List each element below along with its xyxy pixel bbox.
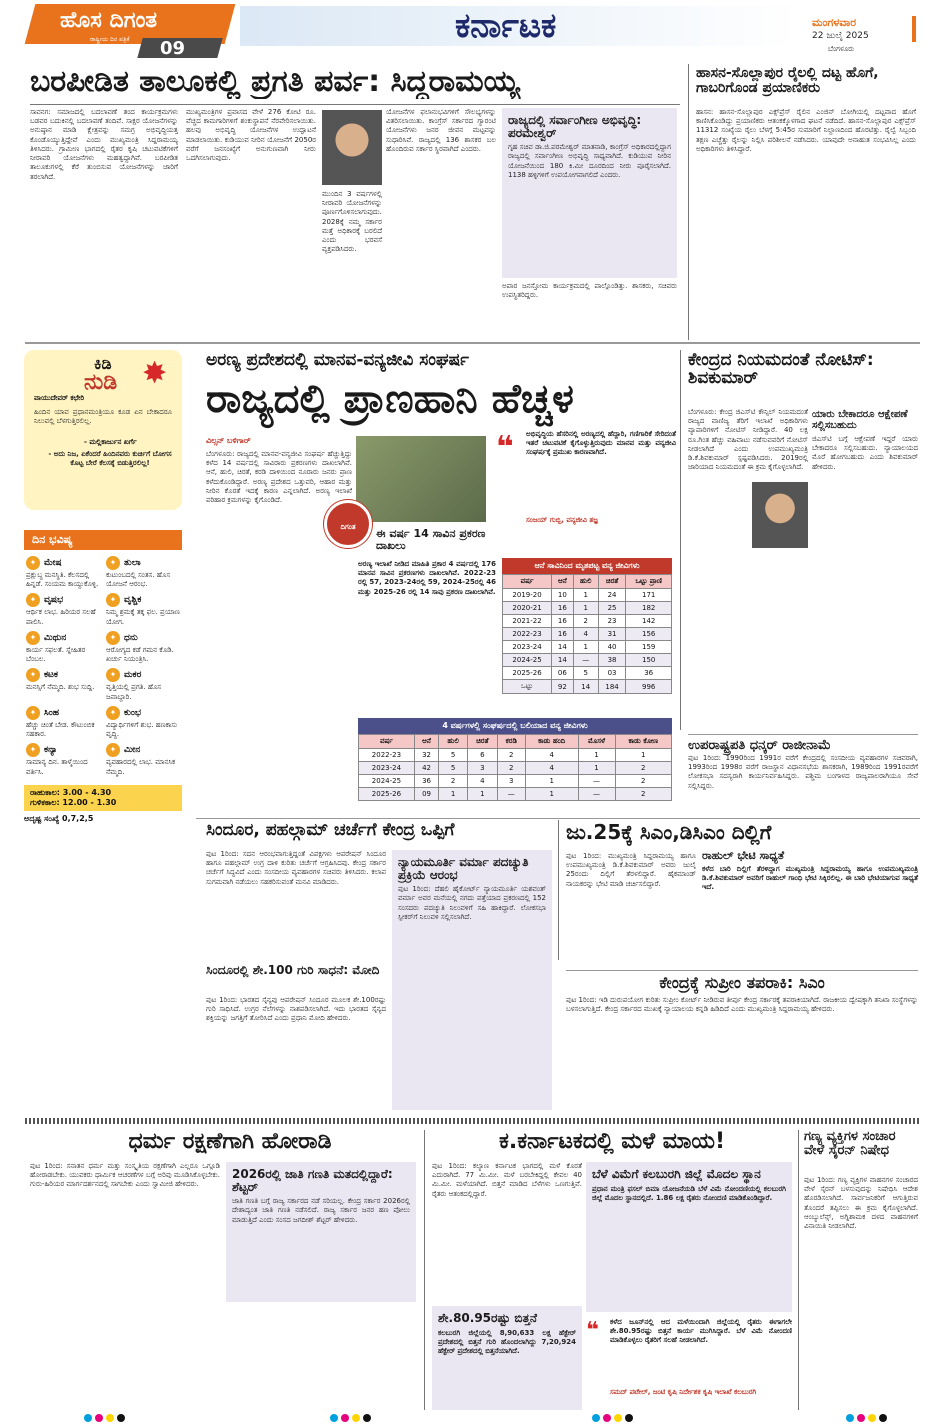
table-cell: 1	[525, 788, 578, 801]
sign-name	[26, 593, 100, 607]
zodiac-icon: ✦	[106, 631, 120, 645]
sign-text: ಹೆಚ್ಚು ಚಿಂತೆ ಬೇಡ. ಕೌಟುಂಬಿಕ ಸಹಕಾರ.	[26, 720, 95, 739]
siren-vrule	[798, 1130, 799, 1410]
table-cell: 2	[573, 615, 598, 628]
sign-name	[106, 706, 180, 720]
table-cell: 2020-21	[503, 602, 552, 615]
sign-text: ಆರೋಗ್ಯದ ಕಡೆ ಗಮನ ಕೊಡಿ. ಖರ್ಚು ನಿಯಂತ್ರಿಸಿ.	[106, 645, 174, 664]
registration-dots-right	[846, 1414, 887, 1422]
kidi-reply: - ಅದು ನಿಜ, ಏಕೆಂದರೆ ಹಿಂದಿನವರು ಕುರ್ಚಿಗೆ ಬೋಗಸ ಕೊಟ್ಟ ಬೇರೆ ಕೆಲಸಕ್ಕೆ ಬಿಡುತ್ತಿರಲಿಲ್ಲ!	[48, 450, 172, 468]
table-cell: 09	[414, 788, 439, 801]
rain-vrule	[424, 1130, 425, 1410]
rain-quote-box	[586, 1318, 792, 1410]
zodiac-icon: ✦	[26, 668, 40, 682]
table-cell: 2	[615, 788, 671, 801]
horoscope-sign	[106, 552, 180, 589]
table-row	[359, 762, 672, 775]
table2-wrap	[358, 718, 672, 801]
sign-label: ಧನು	[124, 632, 138, 643]
table-cell: 159	[626, 641, 672, 654]
zodiac-icon: ✦	[26, 706, 40, 720]
table-cell: 1	[467, 788, 497, 801]
sign-text: ಕಾರ್ಯ ಸಫಲತೆ. ಸ್ನೇಹಿತರ ಬೆಂಬಲ.	[26, 645, 86, 664]
sign-label: ಸಿಂಹ	[44, 707, 60, 718]
sign-name	[106, 631, 180, 645]
table-header-cell: ಆನೆ	[552, 575, 574, 589]
city-label: ಬೆಂಗಳೂರು	[828, 45, 855, 53]
table-cell: 2024-25	[359, 775, 415, 788]
sign-text: ಸಾಮಾನ್ಯ ದಿನ. ತಾಳ್ಮೆಯಿಂದ ವರ್ತಿಸಿ.	[26, 758, 88, 776]
table-cell: 92	[552, 680, 574, 694]
sowing-headline: ಶೇ.80.95ರಷ್ಟು ಬಿತ್ತನೆ	[438, 1311, 537, 1325]
shivakumar-side-headline: ಯಾರು ಬೇಕಾದರೂ ಆಕ್ಷೇಪಣೆ ಸಲ್ಲಿಸಬಹುದು	[812, 409, 908, 431]
case-body: ಅರಣ್ಯ ಇಲಾಖೆ ನೀಡಿದ ಮಾಹಿತಿ ಪ್ರಕಾರ 4 ವರ್ಷದಲ್ಲಿ 176 ಮಾನವ ಸಾವಿನ ಪ್ರಕರಣಗಳು ದಾಖಲಾಗಿವೆ. 2022-23 ರಲ್ಲಿ 57, 2023-24ರಲ್ಲಿ 59, 2024-25ರಲ್ಲಿ 46 ಮತ್ತು 2025-26 ರಲ್ಲಿ 14 ಸಾವು ಪ್ರಕರಣ ದಾಖಲಾಗಿವೆ.	[358, 560, 496, 596]
table-cell: 2	[615, 775, 671, 788]
siren-body: ಪುಟ 1ರಿಂದ: ಗಣ್ಯ ವ್ಯಕ್ತಿಗಳ ವಾಹನಗಳ ಸಂಚಾರದ ವೇಳೆ ಸೈರನ್ ಬಳಸುವುದನ್ನು ನಿಷೇಧಿಸಿ ಆದೇಶ ಹೊರಡಿಸಲಾಗಿದೆ. ಸಾರ್ವಜನಿಕರಿಗೆ ಆಗುತ್ತಿರುವ ತೊಂದರೆ ತಪ್ಪಿಸಲು ಈ ಕ್ರಮ ಕೈಗೊಳ್ಳಲಾಗಿದೆ. ಆಂಬ್ಯುಲೆನ್ಸ್, ಅಗ್ನಿಶಾಮಕ ದಳದ ವಾಹನಗಳಿಗೆ ವಿನಾಯಿತಿ ನೀಡಲಾಗಿದೆ.	[804, 1176, 918, 1231]
table-cell: —	[497, 788, 525, 801]
elephant-photo	[356, 436, 486, 522]
verma-headline: ನ್ಯಾಯಮೂರ್ತಿ ವರ್ಮಾ ಪದಚ್ಯುತಿ ಪ್ರಕ್ರಿಯೆ ಆರಂಭ	[398, 855, 529, 882]
wildlife-body: ಬೆಂಗಳೂರು: ರಾಜ್ಯದಲ್ಲಿ ಮಾನವ-ವನ್ಯಜೀವಿ ಸಂಘರ್ಷ ಹೆಚ್ಚುತ್ತಿದ್ದು ಕಳೆದ 14 ವರ್ಷದಲ್ಲಿ ಸಾವಿರಾರು ಪ್ರಕರಣಗಳು ದಾಖಲಾಗಿವೆ. ಆನೆ, ಹುಲಿ, ಚಿರತೆ, ಕರಡಿ ದಾಳಿಯಿಂದ ನೂರಾರು ಜನರು ಪ್ರಾಣ ಕಳೆದುಕೊಂಡಿದ್ದಾರೆ. ಅರಣ್ಯ ಪ್ರದೇಶದ ಒತ್ತುವರಿ, ಆಹಾರ ಮತ್ತು ನೀರಿನ ಕೊರತೆ ಇದಕ್ಕೆ ಕಾರಣ ಎನ್ನಲಾಗಿದೆ. ಅರಣ್ಯ ಇಲಾಖೆ ಪರಿಹಾರ ಕ್ರಮಗಳನ್ನು ಕೈಗೊಂಡಿದೆ.	[206, 450, 352, 505]
table-cell: 2025-26	[503, 667, 552, 680]
table-header-cell: ಮೊಸಳೆ	[578, 735, 615, 749]
zodiac-icon: ✦	[26, 593, 40, 607]
sign-name	[26, 631, 100, 645]
table-cell: 24	[598, 589, 626, 602]
rahul-headline: ರಾಹುಲ್ ಭೇಟಿ ಸಾಧ್ಯತೆ	[702, 849, 785, 862]
zodiac-icon: ✦	[26, 556, 40, 570]
tagline: ರಾಷ್ಟ್ರೀಯ ದಿನ ಪತ್ರಿಕೆ	[90, 36, 130, 43]
table-cell: 2	[497, 749, 525, 762]
sign-label: ವೃಷಭ	[44, 595, 64, 606]
table-cell: 3	[467, 762, 497, 775]
sign-text: ಆರ್ಥಿಕ ಲಾಭ. ಹಿರಿಯರ ಸಲಹೆ ಪಾಲಿಸಿ.	[26, 608, 96, 626]
table-cell: 182	[626, 602, 672, 615]
sign-label: ಕನ್ಯಾ	[44, 745, 58, 756]
table-cell: 2022-23	[503, 628, 552, 641]
table-cell: 2022-23	[359, 749, 415, 762]
kidi-title: ಕಿಡಿ	[94, 354, 112, 373]
sign-text: ನಿಮ್ಮ ಶ್ರಮಕ್ಕೆ ತಕ್ಕ ಫಲ. ಪ್ರಯಾಣ ಯೋಗ.	[106, 608, 180, 626]
kidi-source: ವಾಯುದೇವರ್ ಕಛೇರಿ	[34, 394, 85, 402]
sign-name	[106, 668, 180, 682]
lucky-numbers: ಅದೃಷ್ಟ ಸಂಖ್ಯೆ 0,7,2,5	[24, 813, 94, 823]
dharma-headline: ಧರ್ಮ ರಕ್ಷಣೆಗಾಗಿ ಹೋರಾಡಿ	[128, 1129, 332, 1154]
sign-label: ತುಲಾ	[124, 558, 141, 568]
rahukala: ರಾಹುಕಾಲ: 3.00 - 4.30	[30, 787, 112, 797]
shivakumar-side-box	[812, 410, 918, 710]
table-cell: 1	[573, 589, 598, 602]
horoscope-sign	[106, 627, 180, 664]
table-cell: 6	[467, 749, 497, 762]
table-cell: 1	[573, 602, 598, 615]
sign-text: ವ್ಯವಹಾರದಲ್ಲಿ ಲಾಭ. ಮಾನಸಿಕ ನೆಮ್ಮದಿ.	[106, 758, 176, 776]
table-cell: 16	[552, 602, 574, 615]
table-cell: 36	[626, 667, 672, 680]
zodiac-icon: ✦	[26, 631, 40, 645]
table-header-cell: ಕಾಡು ಹಂದಿ	[525, 735, 578, 749]
table-cell: 06	[552, 667, 574, 680]
case-headline: ಈ ವರ್ಷ 14 ಸಾವಿನ ಪ್ರಕರಣ ದಾಖಲು	[376, 527, 486, 552]
shettar-body: ಜಾತಿ ಗಣತಿ ಬಗ್ಗೆ ರಾಜ್ಯ ಸರ್ಕಾರದ ನಡೆ ಸರಿಯಲ್ಲ. ಕೇಂದ್ರ ಸರ್ಕಾರ 2026ರಲ್ಲಿ ದೇಶಾದ್ಯಂತ ಜಾತಿ ಗಣತಿ ನಡೆಸಲಿದೆ. ರಾಜ್ಯ ಸರ್ಕಾರ ಜನರ ಹಣ ಪೋಲು ಮಾಡುತ್ತಿದೆ ಎಂದು ಸಂಸದ ಜಗದೀಶ್ ಶೆಟ್ಟರ್ ಹೇಳಿದರು.	[232, 1197, 410, 1224]
sowing-body: ಕಲಬುರಗಿ ಜಿಲ್ಲೆಯಲ್ಲಿ 8,90,633 ಲಕ್ಷ ಹೆಕ್ಟೇರ್ ಪ್ರದೇಶದಲ್ಲಿ ಬಿತ್ತನೆ ಗುರಿ ಹೊಂದಲಾಗಿದ್ದು 7,20,924 ಹೆಕ್ಟೇರ್ ಪ್ರದೇಶದಲ್ಲಿ ಬಿತ್ತನೆಯಾಗಿದೆ.	[438, 1328, 576, 1356]
zodiac-icon: ✦	[106, 668, 120, 682]
zodiac-icon: ✦	[106, 593, 120, 607]
table-cell: 5	[439, 762, 468, 775]
section-title: ಕರ್ನಾಟಕ	[455, 6, 557, 46]
sign-label: ವೃಶ್ಚಿಕ	[124, 595, 142, 606]
section-divider-1	[25, 342, 920, 344]
table-cell: 5	[573, 667, 598, 680]
dharma-body: ಪುಟ 1ರಿಂದ: ಸನಾತನ ಧರ್ಮ ಮತ್ತು ಸಂಸ್ಕೃತಿಯ ರಕ್ಷಣೆಗಾಗಿ ಎಲ್ಲರೂ ಒಗ್ಗೂಡಿ ಹೋರಾಡಬೇಕು. ಯುವಕರು ಧಾರ್ಮಿಕ ಆಚರಣೆಗಳ ಬಗ್ಗೆ ಅರಿವು ಮೂಡಿಸಿಕೊಳ್ಳಬೇಕು. ಗುರು-ಹಿರಿಯರ ಮಾರ್ಗದರ್ಶನದಲ್ಲಿ ಸಾಗಬೇಕು ಎಂದು ಸ್ವಾಮೀಜಿ ಹೇಳಿದರು.	[30, 1162, 220, 1189]
rain-quote-author: ಸಮದ್ ಪಟೇಲ್, ಜಂಟಿ ಕೃಷಿ ನಿರ್ದೇಶಕ ಕೃಷಿ ಇಲಾಖೆ ಕಲಬುರಗಿ	[610, 1388, 757, 1396]
table-row	[359, 788, 672, 801]
cm-delhi-body: ಪುಟ 1ರಿಂದ: ಮುಖ್ಯಮಂತ್ರಿ ಸಿದ್ದರಾಮಯ್ಯ ಹಾಗೂ ಉಪಮುಖ್ಯಮಂತ್ರಿ ಡಿ.ಕೆ.ಶಿವಕುಮಾರ್ ಅವರು ಜುಲೈ 25ರಂದು ದಿಲ್ಲಿಗೆ ತೆರಳಲಿದ್ದಾರೆ. ಹೈಕಮಾಂಡ್ ನಾಯಕರನ್ನು ಭೇಟಿ ಮಾಡಿ ಚರ್ಚಿಸಲಿದ್ದಾರೆ.	[566, 852, 696, 888]
kidi-title-2: ನುಡಿ	[84, 370, 118, 395]
table-cell: 25	[598, 602, 626, 615]
table-cell: 1	[578, 749, 615, 762]
lead-col-1: ಸಾವನಗ: ಸಮಾಜದಲ್ಲಿ ಬದಲಾವಣೆ ತಂದ ಕಾರ್ಯಕ್ರಮಗಳು ಬಡವರ ಬದುಕಿನಲ್ಲಿ ಬದಲಾವಣೆ ತಂದಿವೆ. ಸಾಕ್ಷರ ಯೋಜನೆಗಳನ್ನು ಅನುಷ್ಠಾನ ಮಾಡಿ ಕ್ಷೇತ್ರವನ್ನು ಸಮಗ್ರ ಅಭಿವೃದ್ಧಿಯತ್ತ ಕೊಂಡೊಯ್ಯುತ್ತಿದ್ದೇವೆ ಎಂದು ಮುಖ್ಯಮಂತ್ರಿ ಸಿದ್ದರಾಮಯ್ಯ ತಿಳಿಸಿದರು. ಗ್ರಾಮೀಣ ಭಾಗದಲ್ಲಿ ರೈತರ ಕೃಷಿ ಚಟುವಟಿಕೆಗಳಿಗೆ ನೀರಾವರಿ ಯೋಜನೆಗಳು ಮಹತ್ವದ್ದಾಗಿವೆ. ಬರಪೀಡಿತ ತಾಲೂಕುಗಳಲ್ಲಿ ಕೆರೆ ತುಂಬಿಸುವ ಯೋಜನೆಗಳನ್ನು ಜಾರಿಗೆ ತರಲಾಗಿದೆ.	[30, 108, 178, 181]
crop-insurance-body: ಪ್ರಧಾನ ಮಂತ್ರಿ ಫಸಲ್ ಬಿಮಾ ಯೋಜನೆಯಡಿ ಬೆಳೆ ವಿಮೆ ನೋಂದಣಿಯಲ್ಲಿ ಕಲಬುರಗಿ ಜಿಲ್ಲೆ ಮೊದಲ ಸ್ಥಾನದಲ್ಲಿದೆ. 1.86 ಲಕ್ಷ ರೈತರು ನೋಂದಣಿ ಮಾಡಿಕೊಂಡಿದ್ದಾರೆ.	[592, 1184, 786, 1202]
table-row	[503, 667, 672, 680]
rahul-box	[702, 850, 918, 960]
table-cell: 16	[552, 615, 574, 628]
digantha-seal: ದಿಗಂತ	[324, 500, 372, 548]
sign-text: ಮನಸ್ಸಿಗೆ ನೆಮ್ಮದಿ. ಶುಭ ಸುದ್ದಿ.	[26, 683, 95, 692]
table2-title: 4 ವರ್ಷಗಳಲ್ಲಿ ಸಂಘರ್ಷದಲ್ಲಿ ಬಲಿಯಾದ ವನ್ಯ ಜೀವಿಗಳು	[358, 718, 672, 734]
sindoor-body: ಪುಟ 1ರಿಂದ: ಸದನ ಆರಂಭವಾಗುತ್ತಿದ್ದಂತೆ ವಿಪಕ್ಷಗಳು ಆಪರೇಷನ್ ಸಿಂದೂರ ಹಾಗೂ ಪಹಲ್ಗಾಮ್ ಉಗ್ರ ದಾಳಿ ಕುರಿತು ಚರ್ಚೆಗೆ ಆಗ್ರಹಿಸಿದವು. ಕೇಂದ್ರ ಸರ್ಕಾರ ಚರ್ಚೆಗೆ ಸಿದ್ಧವಿದೆ ಎಂದು ಸಂಸದೀಯ ವ್ಯವಹಾರಗಳ ಸಚಿವರು ತಿಳಿಸಿದರು. ಕಲಾಪ ಸುಗಮವಾಗಿ ನಡೆಯಲು ಸಹಕರಿಸುವಂತೆ ಮನವಿ ಮಾಡಿದರು.	[206, 850, 386, 886]
sign-text: ಕುಟುಂಬದಲ್ಲಿ ಸಂತಸ. ಹೊಸ ಯೋಜನೆ ಆರಂಭ.	[106, 571, 171, 589]
section-divider-2	[196, 818, 920, 819]
shettar-box	[226, 1162, 416, 1302]
table-cell: 14	[573, 680, 598, 694]
table-cell: 2	[497, 762, 525, 775]
horoscope-sign	[26, 589, 100, 626]
parameshwar-tail: ಅಪಾರ ಜನಸ್ತೋಮ ಕಾರ್ಯಕ್ರಮದಲ್ಲಿ ಪಾಲ್ಗೊಂಡಿತ್ತು. ಶಾಸಕರು, ಸಚಿವರು ಉಪಸ್ಥಿತರಿದ್ದರು.	[502, 282, 677, 300]
highlight-quote	[496, 430, 676, 530]
sowing-box	[432, 1306, 582, 1410]
table-cell: 40	[598, 641, 626, 654]
sign-name	[26, 743, 100, 757]
table-header-cell: ಒಟ್ಟು ಪ್ರಾಣಿ	[626, 575, 672, 589]
table-cell: 38	[598, 654, 626, 667]
dks-photo	[752, 482, 808, 548]
siren-headline: ಗಣ್ಯ ವ್ಯಕ್ತಿಗಳ ಸಂಚಾರ ವೇಳೆ ಸೈರನ್ ನಿಷೇಧ	[804, 1129, 896, 1158]
sindoor-headline: ಸಿಂದೂರ, ಪಹಲ್ಗಾಮ್ ಚರ್ಚೆಗೆ ಕೇಂದ್ರ ಒಪ್ಪಿಗೆ	[206, 820, 455, 840]
table-row	[359, 749, 672, 762]
railway-body: ಹಾಸನ: ಹಾಸನ-ಸೊಲ್ಲಾಪುರ ಎಕ್ಸ್‌ಪ್ರೆಸ್ ರೈಲಿನ ಎಂಜಿನ್ ಬೋಗಿಯಲ್ಲಿ ದಟ್ಟವಾದ ಹೊಗೆ ಕಾಣಿಸಿಕೊಂಡಿದ್ದು ಪ್ರಯಾಣಿಕರು ಆತಂಕಕ್ಕೊಳಗಾದ ಘಟನೆ ನಡೆದಿದೆ. ಹಾಸನ-ಸೊಲ್ಲಾಪುರ ಎಕ್ಸ್‌ಪ್ರೆಸ್ 11312 ಸಂಖ್ಯೆಯ ರೈಲು ಬೆಳಗ್ಗೆ 5:45ರ ಸುಮಾರಿಗೆ ನಿಲ್ದಾಣದಿಂದ ಹೊರಟಿತ್ತು. ರೈಲ್ವೆ ಸಿಬ್ಬಂದಿ ತಕ್ಷಣ ಎಚ್ಚೆತ್ತು ರೈಲನ್ನು ನಿಲ್ಲಿಸಿ ಪರಿಶೀಲನೆ ನಡೆಸಿದರು. ಯಾವುದೇ ಅನಾಹುತ ಸಂಭವಿಸಿಲ್ಲ ಎಂದು ಅಧಿಕಾರಿಗಳು ತಿಳಿಸಿದ್ದಾರೆ.	[696, 108, 916, 153]
table-cell: 1	[615, 749, 671, 762]
table-cell: 1	[578, 762, 615, 775]
table-cell: 3	[497, 775, 525, 788]
table-header-cell: ವರ್ಷ	[503, 575, 552, 589]
paper-name: ಹೊಸ ದಿಗಂತ	[60, 8, 158, 33]
rain-body: ಪುಟ 1ರಿಂದ: ಕಲ್ಯಾಣ ಕರ್ನಾಟಕ ಭಾಗದಲ್ಲಿ ಮಳೆ ಕೊರತೆ ಎದುರಾಗಿದೆ. 77 ಮಿ.ಮೀ. ಮಳೆ ಬರಬೇಕಿದ್ದಲ್ಲಿ ಕೇವಲ 40 ಮಿ.ಮೀ. ಮಳೆಯಾಗಿದೆ. ಬಿತ್ತನೆ ಮಾಡಿದ ಬೆಳೆಗಳು ಒಣಗುತ್ತಿವೆ. ರೈತರು ಆತಂಕದಲ್ಲಿದ್ದಾರೆ.	[432, 1162, 582, 1198]
table-cell: 2021-22	[503, 615, 552, 628]
horoscope-sign	[106, 589, 180, 626]
table-header-cell: ವರ್ಷ	[359, 735, 415, 749]
wildlife-byline: ವಿಲ್ಸನ್ ಬಳಿಗಾರ್	[206, 436, 251, 445]
table-header-cell: ಚಿರತೆ	[598, 575, 626, 589]
page-number: 09	[160, 38, 186, 59]
supreme-body: ಪುಟ 1ರಿಂದ: ಇಡಿ ದುರುಪಯೋಗ ಕುರಿತು ಸುಪ್ರೀಂ ಕೋರ್ಟ್ ನೀಡಿರುವ ತೀರ್ಪು ಕೇಂದ್ರ ಸರ್ಕಾರಕ್ಕೆ ತಪರಾಕಿಯಾಗಿದೆ. ರಾಜಕೀಯ ದ್ವೇಷಕ್ಕಾಗಿ ತನಿಖಾ ಸಂಸ್ಥೆಗಳನ್ನು ಬಳಸಲಾಗುತ್ತಿದೆ. ಕೇಂದ್ರ ಸರ್ಕಾರದ ಮುಖಕ್ಕೆ ನ್ಯಾಯಾಲಯ ಕನ್ನಡಿ ಹಿಡಿದಿದೆ ಎಂದು ಮುಖ್ಯಮಂತ್ರಿ ಸಿದ್ದರಾಮಯ್ಯ ಹೇಳಿದರು.	[566, 996, 918, 1014]
railway-vrule	[688, 64, 689, 340]
modi-headline: ಸಿಂದೂರಲ್ಲಿ ಶೇ.100 ಗುರಿ ಸಾಧನೆ: ಮೋದಿ	[206, 963, 380, 977]
table-cell: 2023-24	[503, 641, 552, 654]
horoscope-sign	[26, 702, 100, 739]
registration-dots-center	[330, 1414, 371, 1422]
table-cell: 16	[552, 628, 574, 641]
table-cell: 2	[615, 762, 671, 775]
cm-delhi-headline: ಜು.25ಕ್ಕೆ ಸಿಎಂ,ಡಿಸಿಎಂ ದಿಲ್ಲಿಗೆ	[566, 820, 772, 844]
shettar-headline: 2026ರಲ್ಲಿ ಜಾತಿ ಗಣತಿ ಮತದಲ್ಲಿದ್ದಾರೆ: ಶೆಟ್ಟರ್	[232, 1167, 393, 1194]
zodiac-icon: ✦	[106, 706, 120, 720]
horoscope-sign	[26, 739, 100, 776]
crop-insurance-box	[586, 1162, 792, 1312]
shivakumar-body: ಬೆಂಗಳೂರು: ಕೇಂದ್ರ ಜಿಎಸ್‌ಟಿ ಕೌನ್ಸಿಲ್ ನಿಯಮದಂತೆ ರಾಜ್ಯದ ವಾಣಿಜ್ಯ ತೆರಿಗೆ ಇಲಾಖೆ ಅಧಿಕಾರಿಗಳು ವ್ಯಾಪಾರಿಗಳಿಗೆ ನೋಟಿಸ್ ನೀಡಿದ್ದಾರೆ. 40 ಲಕ್ಷ ರೂ.ಗಿಂತ ಹೆಚ್ಚು ವಹಿವಾಟು ನಡೆಸುವವರಿಗೆ ನೋಟಿಸ್ ನೀಡಲಾಗಿದೆ ಎಂದು ಉಪಮುಖ್ಯಮಂತ್ರಿ ಡಿ.ಕೆ.ಶಿವಕುಮಾರ್ ಸ್ಪಷ್ಟಪಡಿಸಿದರು. 2019ರಲ್ಲಿ ಜಾರಿಯಾದ ನಿಯಮದಂತೆ ಈ ಕ್ರಮ ಕೈಗೊಳ್ಳಲಾಗಿದೆ.	[688, 408, 808, 472]
table-cell: 31	[598, 628, 626, 641]
horoscope-sign	[106, 702, 180, 739]
parameshwar-box	[502, 108, 677, 278]
table-row	[503, 628, 672, 641]
lead-col-2: ಮುಖ್ಯಮಂತ್ರಿಗಳ ಪ್ರವಾಸದ ವೇಳೆ 276 ಕೋಟಿ ರೂ. ವೆಚ್ಚದ ಕಾಮಗಾರಿಗಳಿಗೆ ಶಂಕುಸ್ಥಾಪನೆ ನೆರವೇರಿಸಲಾಯಿತು. ಹಲವು ಅಭಿವೃದ್ಧಿ ಯೋಜನೆಗಳ ಉದ್ಘಾಟನೆ ಮಾಡಲಾಯಿತು. ಕುಡಿಯುವ ನೀರಿನ ಯೋಜನೆಗೆ 2050ರ ವರೆಗೆ ಜನಸಂಖ್ಯೆಗೆ ಅನುಗುಣವಾಗಿ ನೀರು ಒದಗಿಸಲಾಗುವುದು.	[186, 108, 316, 163]
zodiac-icon: ✦	[106, 556, 120, 570]
table-cell: 156	[626, 628, 672, 641]
verma-body: ಪುಟ 1ರಿಂದ: ದೆಹಲಿ ಹೈಕೋರ್ಟ್ ನ್ಯಾಯಮೂರ್ತಿ ಯಶವಂತ್ ವರ್ಮಾ ಅವರ ಮನೆಯಲ್ಲಿ ನಗದು ಪತ್ತೆಯಾದ ಪ್ರಕರಣದಲ್ಲಿ 152 ಸಂಸದರು ಪದಚ್ಯುತಿ ನಿಲುವಳಿಗೆ ಸಹಿ ಹಾಕಿದ್ದಾರೆ. ಲೋಕಸಭಾ ಸ್ಪೀಕರ್‌ಗೆ ನಿಲುವಳಿ ಸಲ್ಲಿಸಲಾಗಿದೆ.	[398, 885, 546, 921]
horoscope-sign	[26, 627, 100, 664]
masthead-accent-bar	[912, 16, 916, 42]
lead-col-4: ಮುಂದಿನ 3 ವರ್ಷಗಳಲ್ಲಿ ನೀರಾವರಿ ಯೋಜನೆಗಳನ್ನು ಪೂರ್ಣಗೊಳಿಸಲಾಗುವುದು. 2028ಕ್ಕೆ ನಮ್ಮ ಸರ್ಕಾರ ಮತ್ತೆ ಅಧಿಕಾರಕ್ಕೆ ಬರಲಿದೆ ಎಂದು ಭರವಸೆ ವ್ಯಕ್ತಪಡಿಸಿದರು.	[322, 190, 382, 254]
table-row	[359, 775, 672, 788]
table-row	[503, 589, 672, 602]
sign-label: ಮೀನ	[124, 745, 141, 756]
table-cell: 171	[626, 589, 672, 602]
table-header-cell: ಕರಡಿ	[497, 735, 525, 749]
masthead	[0, 0, 945, 60]
horoscope-sign	[26, 664, 100, 701]
rahu-box	[24, 785, 182, 811]
sign-text: ಪ್ರಕ್ಷುಬ್ಧ ಮನಸ್ಥಿತಿ. ಕೆಲಸದಲ್ಲಿ ಹಿನ್ನಡೆ. ಸಂಯಮ ಕಾಯ್ದುಕೊಳ್ಳಿ.	[26, 571, 99, 589]
table1	[502, 574, 672, 694]
table-header-cell: ಚಿರತೆ	[467, 735, 497, 749]
rain-headline: ಕ.ಕರ್ನಾಟಕದಲ್ಲಿ ಮಳೆ ಮಾಯ!	[498, 1129, 725, 1154]
gulika: ಗುಳಿಕಕಾಲ: 12.00 - 1.30	[30, 797, 117, 807]
wildlife-headline: ರಾಜ್ಯದಲ್ಲಿ ಪ್ರಾಣಹಾನಿ ಹೆಚ್ಚಳ	[206, 376, 574, 422]
shivakumar-side-body: ಜಿಎಸ್‌ಟಿ ಬಗ್ಗೆ ಆಕ್ಷೇಪಣೆ ಇದ್ದರೆ ಯಾರು ಬೇಕಾದರೂ ಸಲ್ಲಿಸಬಹುದು. ನ್ಯಾಯಾಲಯದ ಮೊರೆ ಹೋಗಬಹುದು ಎಂದು ಶಿವಕುಮಾರ್ ಹೇಳಿದರು.	[812, 435, 918, 471]
supreme-headline: ಕೇಂದ್ರಕ್ಕೆ ಸುಪ್ರೀಂ ತಪರಾಕಿ: ಸಿಎಂ	[566, 970, 918, 992]
rahul-body: ಕಳೆದ ಬಾರಿ ದಿಲ್ಲಿಗೆ ತೆರಳಿದ್ದಾಗ ಮುಖ್ಯಮಂತ್ರಿ ಸಿದ್ದರಾಮಯ್ಯ ಹಾಗೂ ಉಪಮುಖ್ಯಮಂತ್ರಿ ಡಿ.ಕೆ.ಶಿವಕುಮಾರ್ ಅವರಿಗೆ ರಾಹುಲ್ ಗಾಂಧಿ ಭೇಟಿ ಸಿಕ್ಕಿರಲಿಲ್ಲ. ಈ ಬಾರಿ ಭೇಟಿಯಾಗುವ ಸಾಧ್ಯತೆ ಇದೆ.	[702, 864, 918, 892]
table-row	[503, 654, 672, 667]
sign-name	[106, 743, 180, 757]
rain-quote-text: ಕಳೆದ ಜೂನ್‌ನಲ್ಲಿ ಆದ ಮಳೆಯಿಂದಾಗಿ ಜಿಲ್ಲೆಯಲ್ಲಿ ರೈತರು ಈಗಾಗಲೇ ಶೇ.80.95ರಷ್ಟು ಬಿತ್ತನೆ ಕಾರ್ಯ ಮುಗಿಸಿದ್ದಾರೆ. ಬೆಳೆ ವಿಮೆ ನೋಂದಣಿ ಮಾಡಿಕೊಳ್ಳಲು ರೈತರಿಗೆ ಸಲಹೆ ನೀಡಲಾಗಿದೆ.	[610, 1318, 792, 1345]
parameshwar-headline: ರಾಜ್ಯದಲ್ಲಿ ಸರ್ವಾಂಗೀಣ ಅಭಿವೃದ್ಧಿ: ಪರಮೇಶ್ವರ್	[508, 113, 642, 140]
sign-label: ಮಕರ	[124, 670, 142, 681]
dotted-divider	[25, 1118, 920, 1124]
table-cell: 14	[552, 654, 574, 667]
table-cell: 4	[525, 749, 578, 762]
table-cell: 150	[626, 654, 672, 667]
table-cell: 14	[552, 641, 574, 654]
table2	[358, 734, 672, 801]
table-cell: 1	[525, 775, 578, 788]
table1-wrap	[502, 558, 672, 694]
horoscope-title: ದಿನ ಭವಿಷ್ಯ	[24, 530, 182, 550]
kidi-nudi-box	[24, 350, 182, 510]
table-row	[503, 615, 672, 628]
verma-box	[392, 850, 552, 1110]
horoscope-sign	[106, 739, 180, 776]
lead-headline: ಬರಪೀಡಿತ ತಾಲೂಕಲ್ಲಿ ಪ್ರಗತಿ ಪರ್ವ: ಸಿದ್ದರಾಮಯ್ಯ	[30, 64, 520, 99]
table-cell: 4	[467, 775, 497, 788]
table-cell: 5	[439, 749, 468, 762]
table-cell: 184	[598, 680, 626, 694]
table-cell: —	[578, 788, 615, 801]
cm-delhi-vrule	[558, 820, 559, 960]
sign-label: ಕಟಕ	[44, 670, 58, 681]
highlight-author: ಸಂಜಯ್ ಗುಬ್ಬಿ, ವನ್ಯಜೀವಿ ತಜ್ಞ	[526, 516, 598, 524]
zodiac-icon: ✦	[26, 743, 40, 757]
table-row	[503, 680, 672, 694]
cm-photo	[322, 110, 382, 185]
sign-label: ಮಿಥುನ	[44, 632, 67, 643]
table-cell: 2024-25	[503, 654, 552, 667]
table-cell: 142	[626, 615, 672, 628]
table-cell: 1	[439, 788, 468, 801]
sign-text: ವೃತ್ತಿಯಲ್ಲಿ ಪ್ರಗತಿ. ಹೊಸ ಜವಾಬ್ದಾರಿ.	[106, 683, 162, 701]
table-cell: 996	[626, 680, 672, 694]
registration-dots-left	[84, 1414, 125, 1422]
lead-rule	[30, 104, 680, 105]
registration-dots-mid	[592, 1414, 633, 1422]
date-label: 22 ಜುಲೈ 2025	[812, 31, 869, 41]
horoscope-panel	[24, 530, 182, 1110]
dhankar-body: ಪುಟ 1ರಿಂದ: 1990ರಿಂದ 1991ರ ವರೆಗೆ ಕೇಂದ್ರದಲ್ಲಿ ಸಂಸದೀಯ ವ್ಯವಹಾರಗಳ ಸಚಿವರಾಗಿ, 1993ರಿಂದ 1998ರ ವರೆಗೆ ರಾಜಸ್ಥಾನ ವಿಧಾನಸಭೆಯ ಶಾಸಕರಾಗಿ, 1989ರಿಂದ 1991ರವರೆಗೆ ಲೋಕಸಭಾ ಸದಸ್ಯರಾಗಿ ಕಾರ್ಯನಿರ್ವಹಿಸಿದ್ದರು. ಪಶ್ಚಿಮ ಬಂಗಾಳದ ರಾಜ್ಯಪಾಲರಾಗಿಯೂ ಸೇವೆ ಸಲ್ಲಿಸಿದ್ದರು.	[688, 754, 918, 790]
horoscope-grid	[24, 550, 182, 779]
sign-name	[26, 556, 100, 570]
table-cell: 32	[414, 749, 439, 762]
horoscope-sign	[26, 552, 100, 589]
kidi-quote: ಹಿಂದಿನ ಯಾವ ಪ್ರಧಾನಮಂತ್ರಿಯೂ ಕೂಡ ಏನ ಬೇಕಾದರೂ ನಿಲುವಲ್ಲಿ ಬೆಳಗುತ್ತಿರಲಿಲ್ಲ.	[34, 408, 172, 426]
shivakumar-vrule	[680, 350, 681, 730]
sign-text: ವಿದ್ಯಾರ್ಥಿಗಳಿಗೆ ಶುಭ. ಹಣಕಾಸು ವೃದ್ಧಿ.	[106, 720, 178, 739]
table-cell: 36	[414, 775, 439, 788]
table-header-cell: ಹುಲಿ	[573, 575, 598, 589]
table-cell: ಒಟ್ಟು	[503, 680, 552, 694]
quote-icon: ❝	[496, 430, 514, 465]
sign-label: ಮೇಷ	[44, 558, 62, 568]
day-label: ಮಂಗಳವಾರ	[812, 16, 857, 29]
table-row	[503, 641, 672, 654]
table-cell: 1	[573, 641, 598, 654]
table-cell: 4	[525, 762, 578, 775]
spark-icon: ✸	[142, 356, 168, 391]
table-header-cell: ಕಾಡು ಕೋಣ	[615, 735, 671, 749]
railway-headline: ಹಾಸನ-ಸೊಲ್ಲಾಪುರ ರೈಲಲ್ಲಿ ದಟ್ಟ ಹೊಗೆ, ಗಾಬರಿಗೊಂಡ ಪ್ರಯಾಣಿಕರು	[696, 65, 879, 96]
table-cell: 10	[552, 589, 574, 602]
table-row	[503, 602, 672, 615]
horoscope-sign	[106, 664, 180, 701]
sign-name	[106, 593, 180, 607]
table-header-cell: ಆನೆ	[414, 735, 439, 749]
wildlife-kicker: ಅರಣ್ಯ ಪ್ರದೇಶದಲ್ಲಿ ಮಾನವ-ವನ್ಯಜೀವಿ ಸಂಘರ್ಷ	[206, 350, 469, 370]
lead-col-3: ಯೋಜನೆಗಳ ಫಲಾನುಭವಿಗಳಿಗೆ ಸೌಲಭ್ಯಗಳನ್ನು ವಿತರಿಸಲಾಯಿತು. ಕಾಂಗ್ರೆಸ್ ಸರ್ಕಾರದ ಗ್ಯಾರಂಟಿ ಯೋಜನೆಗಳು ಜನರ ಜೀವನ ಮಟ್ಟವನ್ನು ಸುಧಾರಿಸಿವೆ. ರಾಜ್ಯದಲ್ಲಿ 136 ಶಾಸಕರ ಬಲ ಹೊಂದಿರುವ ಸರ್ಕಾರ ಸ್ಥಿರವಾಗಿದೆ ಎಂದರು.	[386, 108, 496, 153]
table-cell: —	[578, 775, 615, 788]
sign-name	[106, 556, 180, 570]
table-cell: 2023-24	[359, 762, 415, 775]
table-cell: 2019-20	[503, 589, 552, 602]
modi-body: ಪುಟ 1ರಿಂದ: ಭಾರತದ ಸೈನ್ಯವು ಆಪರೇಷನ್ ಸಿಂದೂರ ಮೂಲಕ ಶೇ.100ರಷ್ಟು ಗುರಿ ಸಾಧಿಸಿದೆ. ಉಗ್ರರ ನೆಲೆಗಳನ್ನು ನಾಶಪಡಿಸಲಾಗಿದೆ. ಇದು ಭಾರತದ ಸೈನ್ಯದ ಶಕ್ತಿಯನ್ನು ಜಗತ್ತಿಗೆ ತೋರಿಸಿದೆ ಎಂದು ಪ್ರಧಾನಿ ಮೋದಿ ಹೇಳಿದರು.	[206, 996, 386, 1023]
kidi-author: - ಮಲ್ಲಿಕಾರ್ಜುನ ಖರ್ಗೆ	[84, 438, 137, 446]
table-cell: 03	[598, 667, 626, 680]
table-header-cell: ಹುಲಿ	[439, 735, 468, 749]
table-cell: 42	[414, 762, 439, 775]
table-cell: 2025-26	[359, 788, 415, 801]
table-cell: 2	[439, 775, 468, 788]
table1-title: ಆನೆ ಸಾವಿನಿಂದ ಮೃತಪಟ್ಟ ವನ್ಯ ಜೀವಿಗಳು	[502, 558, 672, 574]
highlight-text: ಅಭಿವೃದ್ಧಿಯ ಹೆಸರಿನಲ್ಲಿ ಅರಣ್ಯದಲ್ಲಿ ಹೆದ್ದಾರಿ, ಗಣಿಗಾರಿಕೆ ಸೇರಿದಂತೆ ಇತರೆ ಚಟುವಟಿಕೆ ಕೈಗೊಳ್ಳುತ್ತಿರುವುದು ಮಾನವ ಮತ್ತು ವನ್ಯಜೀವಿ ಸಂಘರ್ಷಕ್ಕೆ ಪ್ರಮುಖ ಕಾರಣವಾಗಿದೆ.	[526, 430, 676, 457]
dhankar-headline: ಉಪರಾಷ್ಟ್ರಪತಿ ಧನ್ಕರ್ ರಾಜೀನಾಮೆ	[688, 734, 918, 753]
shivakumar-headline: ಕೇಂದ್ರದ ನಿಯಮದಂತೆ ನೋಟಿಸ್: ಶಿವಕುಮಾರ್	[688, 350, 874, 388]
table-cell: 4	[573, 628, 598, 641]
rain-quote-icon: ❝	[586, 1318, 599, 1343]
table-cell: 23	[598, 615, 626, 628]
parameshwar-body: ಗೃಹ ಸಚಿವ ಡಾ.ಜಿ.ಪರಮೇಶ್ವರ್ ಮಾತನಾಡಿ, ಕಾಂಗ್ರೆಸ್ ಅಧಿಕಾರದಲ್ಲಿದ್ದಾಗ ರಾಜ್ಯದಲ್ಲಿ ಸರ್ವಾಂಗೀಣ ಅಭಿವೃದ್ಧಿ ಸಾಧ್ಯವಾಗಿದೆ. ಕುಡಿಯುವ ನೀರಿನ ಯೋಜನೆಯಿಂದ 180 ಕಿ.ಮೀ ದೂರದಿಂದ ನೀರು ಪೂರೈಸಲಾಗಿದೆ. 1138 ಹಳ್ಳಿಗಳಿಗೆ ಉಪಯೋಗವಾಗಲಿದೆ ಎಂದರು.	[508, 143, 671, 179]
zodiac-icon: ✦	[106, 743, 120, 757]
crop-insurance-headline: ಬೆಳೆ ವಿಮೆಗೆ ಕಲಬುರಗಿ ಜಿಲ್ಲೆ ಮೊದಲ ಸ್ಥಾನ	[592, 1167, 761, 1181]
sign-name	[26, 706, 100, 720]
sign-name	[26, 668, 100, 682]
table-cell: —	[573, 654, 598, 667]
sign-label: ಕುಂಭ	[124, 707, 142, 718]
